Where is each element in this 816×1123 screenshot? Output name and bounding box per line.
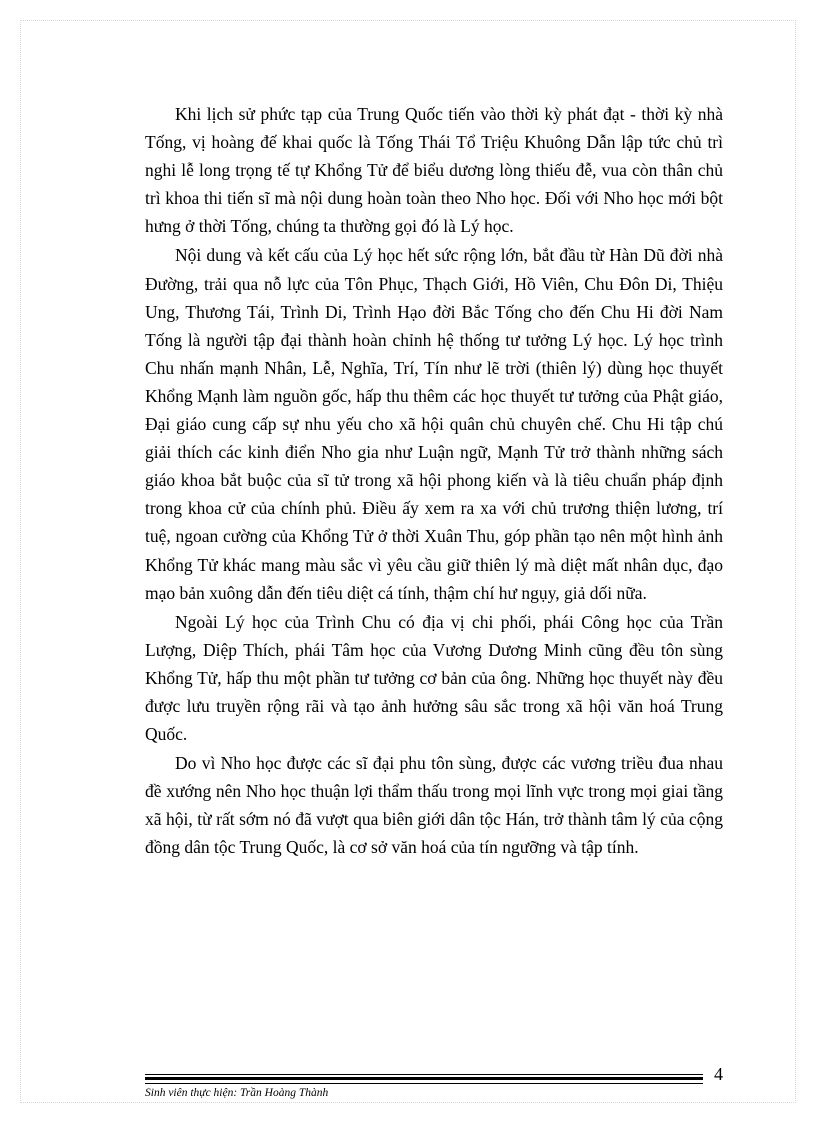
page-footer	[145, 1064, 723, 1120]
paragraph: Nội dung và kết cấu của Lý học hết sức rộng lớn, bắt đầu từ Hàn Dũ đời nhà Đường, trải qua nỗ lực của Tôn Phục, Thạch Giới, Hồ Viên, Chu Đôn Di, Thiệu Ung, Thương Tái, Trình Di, Trình Hạo đời Bắc Tống cho đến Chu Hi đời Nam Tống là người tập đại thành hoàn chỉnh hệ thống tư tưởng Lý học. Lý học trình Chu nhấn mạnh Nhân, Lễ, Nghĩa, Trí, Tín như lẽ trời (thiên lý) dùng học thuyết Khổng Mạnh làm nguồn gốc, hấp thu thêm các học thuyết tư tưởng của Phật giáo, Đại giáo cung cấp sự nhu yếu cho xã hội quân chủ chuyên chế. Chu Hi tập chú giải thích các kinh điển Nho gia như Luận ngữ, Mạnh Tử trở thành những sách giáo khoa bắt buộc của sĩ tử trong xã hội phong kiến và là tiêu chuẩn pháp định trong khoa cử của chính phủ. Điều ấy xem ra xa với chủ trương thiện lương, trí tuệ, ngoan cường của Khổng Tử ở thời Xuân Thu, góp phần tạo nên một hình ảnh Khổng Tử khác mang màu sắc vì yêu cầu giữ thiên lý mà diệt mất nhân dục, đạo mạo bản xuông dẫn đến tiêu diệt cá tính, thậm chí hư ngụy, giả dối nữa.	[145, 245, 723, 603]
footer-rule	[145, 1074, 703, 1075]
footer-rule	[145, 1077, 703, 1080]
paragraph: Do vì Nho học được các sĩ đại phu tôn sùng, được các vương triều đua nhau đề xướng nên Nho học thuận lợi thẩm thấu trong mọi lĩnh vực trong mọi giai tầng xã hội, từ rất sớm nó đã vượt qua biên giới dân tộc Hán, trở thành tâm lý của cộng đồng dân tộc Trung Quốc, là cơ sở văn hoá của tín ngưỡng và tập tính.	[145, 753, 723, 858]
footer-author: Sinh viên thực hiện: Trần Hoàng Thành	[145, 1087, 329, 1099]
footer-rule	[145, 1083, 703, 1084]
paragraph: Khi lịch sử phức tạp của Trung Quốc tiến vào thời kỳ phát đạt - thời kỳ nhà Tống, vị hoàng đế khai quốc là Tống Thái Tổ Triệu Khuông Dẫn lập tức chủ trì nghi lễ long trọng tế tự Khổng Tử để biểu dương lòng thiếu đễ, vua còn thân chủ trì khoa thi tiến sĩ mà nội dung hoàn toàn theo Nho học. Đối với Nho học mới bột hưng ở thời Tống, chúng ta thường gọi đó là Lý học.	[145, 104, 723, 237]
document-body	[145, 100, 723, 863]
paragraph: Ngoài Lý học của Trình Chu có địa vị chi phối, phái Công học của Trần Lượng, Diệp Thích, phái Tâm học của Vương Dương Minh cũng đều tôn sùng Khổng Tử, hấp thu một phần tư tưởng cơ bản của ông. Những học thuyết này đều được lưu truyền rộng rãi và tạo ảnh hưởng sâu sắc trong xã hội văn hoá Trung Quốc.	[145, 611, 723, 745]
page-number: 4	[714, 1064, 723, 1084]
